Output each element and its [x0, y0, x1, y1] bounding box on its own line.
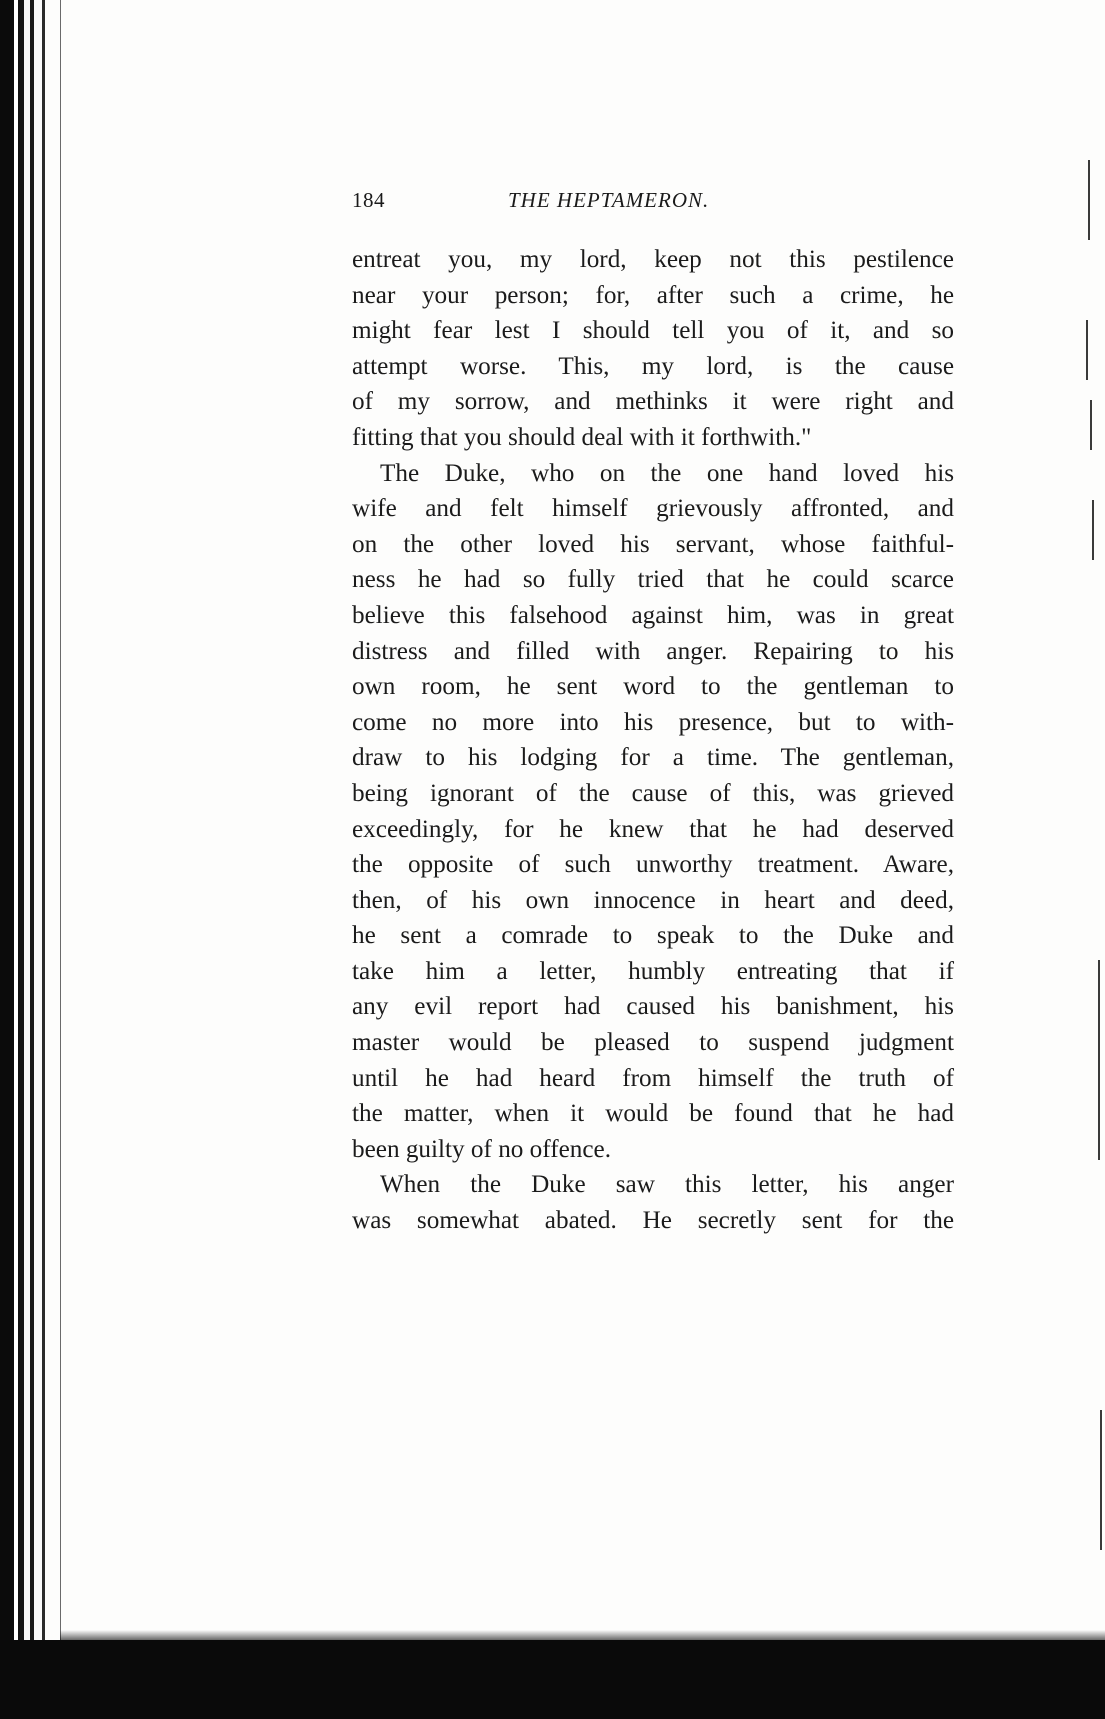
text-line: near your person; for, after such a crime, he [352, 281, 954, 309]
text-line: When the Duke saw this letter, his anger [380, 1171, 954, 1199]
text-line: of my sorrow, and methinks it were right and [352, 388, 954, 416]
page-number: 184 [352, 188, 385, 212]
text-line: wife and felt himself grievously affronted, and [352, 495, 954, 523]
text-line: entreat you, my lord, keep not this pestilence [352, 246, 954, 273]
text-line: being ignorant of the cause of this, was grieved [352, 779, 954, 807]
text-line: was somewhat abated. He secretly sent for the [352, 1207, 954, 1235]
text-line: any evil report had caused his banishment, his [352, 993, 954, 1021]
text-line: draw to his lodging for a time. The gentleman, [352, 744, 954, 772]
scan-edge-mark [1088, 160, 1090, 240]
text-line: distress and filled with anger. Repairing to his [352, 637, 954, 665]
text-line: attempt worse. This, my lord, is the cause [352, 352, 954, 380]
text-line: take him a letter, humbly entreating that if [352, 957, 954, 985]
body-text [352, 242, 954, 1239]
page-header [352, 188, 952, 218]
scan-edge-mark [1098, 960, 1100, 1160]
binding-gutter [0, 0, 78, 1719]
scan-edge-mark [1092, 500, 1094, 560]
text-line: come no more into his presence, but to with- [352, 708, 954, 736]
scan-edge-mark [1100, 1410, 1102, 1550]
running-title: THE HEPTAMERON. [508, 188, 710, 212]
text-line: on the other loved his servant, whose faithful- [352, 530, 954, 558]
text-line: been guilty of no offence. [352, 1135, 612, 1163]
scan-bottom-border [0, 1640, 1105, 1719]
scan-edge-mark [1090, 400, 1092, 450]
text-line: then, of his own innocence in heart and deed, [352, 886, 954, 914]
text-line: he sent a comrade to speak to the Duke and [352, 922, 954, 950]
text-line: the matter, when it would be found that he had [352, 1100, 954, 1128]
text-line: might fear lest I should tell you of it, and so [352, 317, 954, 345]
text-line: fitting that you should deal with it forthwith." [352, 423, 812, 451]
scan-edge-mark [1086, 320, 1088, 380]
text-line: own room, he sent word to the gentleman to [352, 673, 954, 701]
text-line: the opposite of such unworthy treatment. Aware, [352, 851, 954, 879]
text-line: master would be pleased to suspend judgment [352, 1029, 954, 1057]
text-line: The Duke, who on the one hand loved his [380, 459, 954, 487]
text-line: exceedingly, for he knew that he had deserved [352, 815, 954, 843]
text-line: believe this falsehood against him, was in great [352, 601, 954, 629]
text-line: ness he had so fully tried that he could scarce [352, 566, 954, 594]
text-line: until he had heard from himself the truth of [352, 1064, 954, 1092]
